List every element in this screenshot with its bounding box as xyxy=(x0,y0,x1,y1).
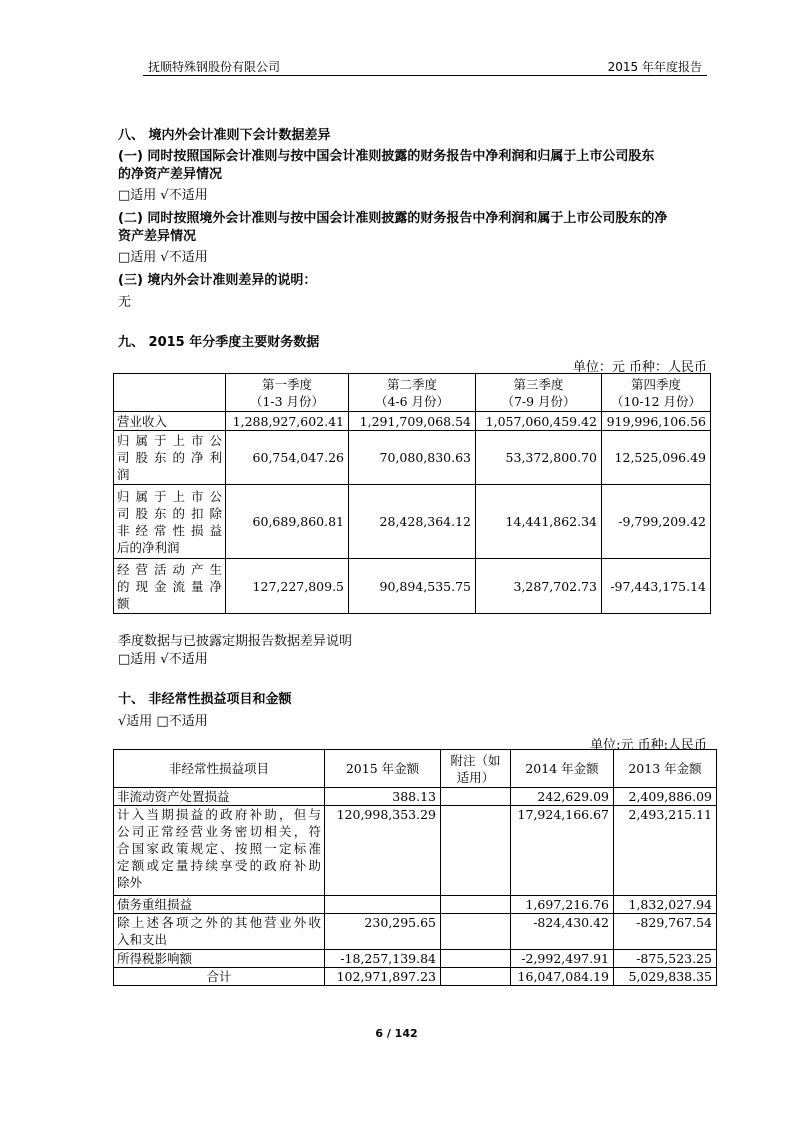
section8-check2: □适用 √不适用 xyxy=(118,250,208,265)
value-cell: 90,894,535.75 xyxy=(349,559,476,614)
section9-unit: 单位：元 币种：人民币 xyxy=(572,360,707,375)
table-row xyxy=(114,431,711,485)
q4-header: 第四季度 （10-12 月份） xyxy=(602,374,711,412)
section8-check1: □适用 √不适用 xyxy=(118,188,208,203)
section8-sub2-line2: 资产差异情况 xyxy=(118,229,197,244)
value-cell: 1,291,709,068.54 xyxy=(349,412,476,431)
table-row xyxy=(114,950,717,968)
value-cell: 53,372,800.70 xyxy=(476,431,602,485)
value-cell: 5,029,838.35 xyxy=(614,968,717,986)
section10-unit: 单位:元 币种:人民币 xyxy=(590,738,707,753)
value-cell: -9,799,209.42 xyxy=(602,485,711,559)
section8-sub1-line2: 的净资产差异情况 xyxy=(118,167,223,182)
value-cell: 388.13 xyxy=(325,788,441,806)
value-cell: 70,080,830.63 xyxy=(349,431,476,485)
table-row xyxy=(114,412,711,431)
value-cell: 230,295.65 xyxy=(325,914,441,950)
note-cell xyxy=(441,896,511,914)
item-header: 非经常性损益项目 xyxy=(114,750,325,788)
value-cell: 127,227,809.5 xyxy=(226,559,349,614)
company-name: 抚顺特殊钢股份有限公司 xyxy=(148,60,281,74)
note-cell xyxy=(441,950,511,968)
value-cell: 1,288,927,602.41 xyxy=(226,412,349,431)
section8-sub3: (三) 境内外会计准则差异的说明： xyxy=(118,273,317,288)
note-header: 附注（如 适用） xyxy=(441,750,511,788)
value-cell: 102,971,897.23 xyxy=(325,968,441,986)
table-row xyxy=(114,788,717,806)
section8-sub2-line1: (二) 同时按照境外会计准则与按中国会计准则披露的财务报告中净利润和属于上市公司股东的净 xyxy=(118,211,668,226)
y2013-header: 2013 年金额 xyxy=(614,750,717,788)
value-cell: 2,409,886.09 xyxy=(614,788,717,806)
page-number: 6 / 142 xyxy=(375,1027,418,1040)
value-cell: -97,443,175.14 xyxy=(602,559,711,614)
value-cell: 3,287,702.73 xyxy=(476,559,602,614)
row-label: 归属于上市公 司股东的扣除 非经常性损益 后的净利润 xyxy=(114,485,226,559)
table-row xyxy=(114,914,717,950)
table-row xyxy=(114,806,717,896)
value-cell: 16,047,084.19 xyxy=(511,968,614,986)
y2015-header: 2015 年金额 xyxy=(325,750,441,788)
value-cell: -2,992,497.91 xyxy=(511,950,614,968)
value-cell xyxy=(325,896,441,914)
page-header xyxy=(143,57,707,76)
item-cell: 非流动资产处置损益 xyxy=(114,788,325,806)
section9-check: □适用 √不适用 xyxy=(118,652,208,667)
value-cell: 14,441,862.34 xyxy=(476,485,602,559)
item-cell: 计入当期损益的政府补助，但与 公司正常经营业务密切相关，符 合国家政策规定、按照一定标准 定额或定量持续享受的政府补助 除外 xyxy=(114,806,325,896)
section8-sub3-text: 无 xyxy=(118,295,132,310)
header-blank-cell xyxy=(114,374,226,412)
item-cell: 所得税影响额 xyxy=(114,950,325,968)
q2-header: 第二季度 （4-6 月份） xyxy=(349,374,476,412)
value-cell: 120,998,353.29 xyxy=(325,806,441,896)
value-cell: 17,924,166.67 xyxy=(511,806,614,896)
section8-sub1-line1: (一) 同时按照国际会计准则与按中国会计准则披露的财务报告中净利润和归属于上市公司股东 xyxy=(118,149,655,164)
nr-header-row xyxy=(114,750,717,788)
value-cell: -18,257,139.84 xyxy=(325,950,441,968)
note-cell xyxy=(441,806,511,896)
row-label: 归属于上市公 司股东的净利 润 xyxy=(114,431,226,485)
table-row xyxy=(114,896,717,914)
value-cell: 60,754,047.26 xyxy=(226,431,349,485)
note-cell xyxy=(441,914,511,950)
q1-header: 第一季度 （1-3 月份） xyxy=(226,374,349,412)
value-cell: 242,629.09 xyxy=(511,788,614,806)
total-row xyxy=(114,968,717,986)
section9-note: 季度数据与已披露定期报告数据差异说明 xyxy=(118,634,353,649)
table-row xyxy=(114,559,711,614)
item-cell: 债务重组损益 xyxy=(114,896,325,914)
value-cell: 1,057,060,459.42 xyxy=(476,412,602,431)
table-row xyxy=(114,485,711,559)
value-cell: 2,493,215.11 xyxy=(614,806,717,896)
note-cell xyxy=(441,788,511,806)
total-label: 合计 xyxy=(114,968,325,986)
quarterly-table xyxy=(113,373,711,614)
section10-title: 十、 非经常性损益项目和金额 xyxy=(118,692,292,707)
value-cell: 60,689,860.81 xyxy=(226,485,349,559)
value-cell: 28,428,364.12 xyxy=(349,485,476,559)
value-cell: -829,767.54 xyxy=(614,914,717,950)
row-label: 经营活动产生 的现金流量净 额 xyxy=(114,559,226,614)
y2014-header: 2014 年金额 xyxy=(511,750,614,788)
section9-title: 九、 2015 年分季度主要财务数据 xyxy=(118,335,320,350)
quarterly-header-row xyxy=(114,374,711,412)
value-cell: -875,523.25 xyxy=(614,950,717,968)
section8-title: 八、 境内外会计准则下会计数据差异 xyxy=(118,128,331,143)
section10-check: √适用 □不适用 xyxy=(118,714,208,729)
note-cell xyxy=(441,968,511,986)
value-cell: -824,430.42 xyxy=(511,914,614,950)
q3-header: 第三季度 （7-9 月份） xyxy=(476,374,602,412)
report-title: 2015 年年度报告 xyxy=(607,60,702,74)
row-label: 营业收入 xyxy=(114,412,226,431)
item-cell: 除上述各项之外的其他营业外收 入和支出 xyxy=(114,914,325,950)
value-cell: 1,832,027.94 xyxy=(614,896,717,914)
value-cell: 12,525,096.49 xyxy=(602,431,711,485)
non-recurring-table xyxy=(113,749,717,986)
value-cell: 1,697,216.76 xyxy=(511,896,614,914)
value-cell: 919,996,106.56 xyxy=(602,412,711,431)
